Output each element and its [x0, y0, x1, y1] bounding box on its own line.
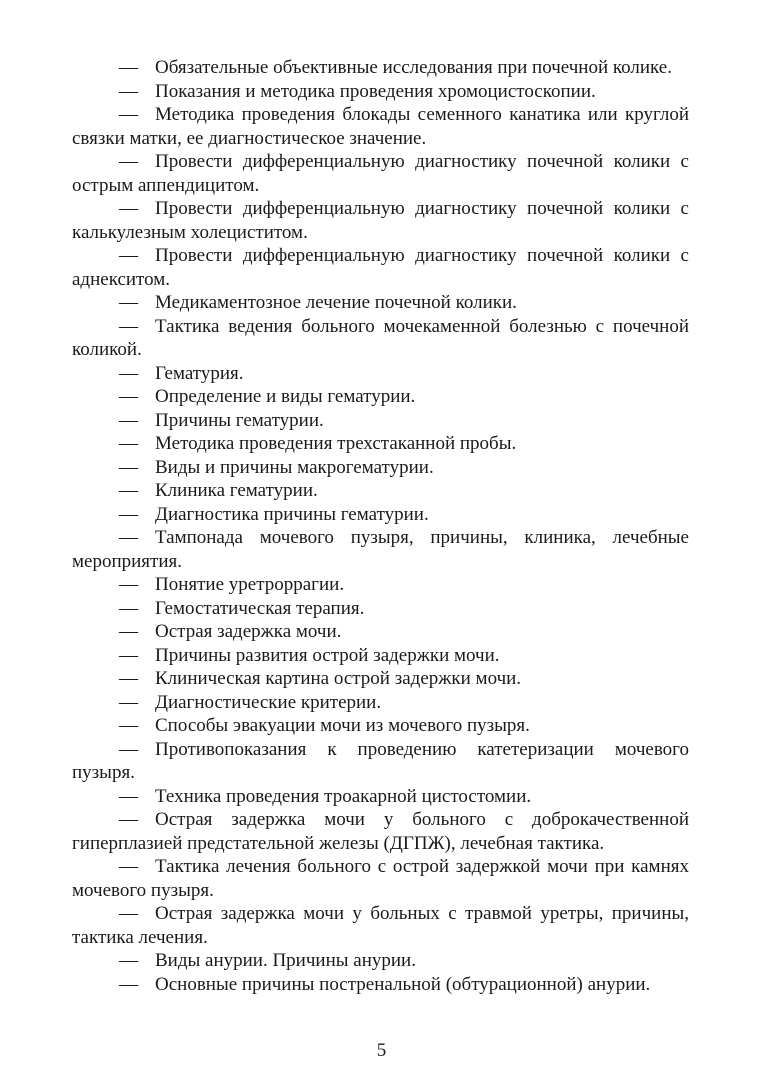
list-item-text: Провести дифференциальную диагностику почечной колики с калькулезным холециститом. [72, 198, 689, 243]
list-item-text: Острая задержка мочи. [155, 621, 342, 642]
dash-marker: — [119, 950, 138, 971]
dash-marker: — [119, 480, 138, 501]
dash-marker: — [119, 198, 138, 219]
list-item [72, 644, 689, 668]
list-item [72, 150, 689, 197]
list-item-text: Виды и причины макрогематурии. [155, 456, 434, 478]
dash-marker: — [119, 433, 138, 454]
dash-marker: — [119, 503, 138, 525]
dash-marker: — [119, 973, 138, 995]
list-item [72, 197, 689, 244]
list-item-text: Тампонада мочевого пузыря, причины, клиника, лечебные мероприятия. [72, 527, 689, 572]
list-item-text: Гематурия. [155, 362, 244, 384]
list-item-text: Острая задержка мочи у больного с доброкачественной гиперплазией предстательной железы (ДГПЖ), лечебная тактика. [72, 809, 689, 854]
dash-marker: — [119, 362, 138, 384]
list-item [72, 409, 689, 433]
list-item-text: Провести дифференциальную диагностику почечной колики с острым аппендицитом. [72, 151, 689, 196]
page-number: 5 [376, 1040, 387, 1061]
list-item-text: Методика проведения блокады семенного канатика или круглой связки матки, ее диагностическое значение. [72, 104, 689, 149]
list-item-text: Обязательные объективные исследования при почечной колике. [155, 57, 672, 78]
list-item [72, 785, 689, 809]
dash-marker: — [119, 574, 138, 595]
list-item-text: Провести дифференциальную диагностику почечной колики с аднекситом. [72, 245, 689, 290]
list-item [72, 667, 689, 691]
list-item [72, 385, 689, 409]
dash-marker: — [119, 104, 138, 125]
list-item [72, 714, 689, 738]
question-list [72, 56, 689, 996]
list-item-text: Диагностические критерии. [155, 691, 382, 713]
list-item-text: Причины гематурии. [155, 409, 324, 431]
list-item [72, 456, 689, 480]
dash-marker: — [119, 597, 138, 619]
list-item [72, 244, 689, 291]
list-item [72, 691, 689, 715]
dash-marker: — [119, 785, 138, 807]
list-item [72, 362, 689, 386]
dash-marker: — [119, 245, 138, 266]
dash-marker: — [119, 621, 138, 642]
list-item-text: Тактика лечения больного с острой задержкой мочи при камнях мочевого пузыря. [72, 856, 689, 901]
list-item-text: Понятие уретроррагии. [155, 574, 345, 595]
dash-marker: — [119, 57, 138, 78]
list-item [72, 291, 689, 315]
list-item-text: Клиника гематурии. [155, 480, 318, 501]
dash-marker: — [119, 151, 138, 172]
list-item [72, 573, 689, 597]
list-item [72, 80, 689, 104]
dash-marker: — [119, 386, 138, 407]
list-item [72, 432, 689, 456]
list-item-text: Способы эвакуации мочи из мочевого пузыря. [155, 715, 530, 736]
dash-marker: — [119, 738, 138, 760]
list-item [72, 973, 689, 997]
dash-marker: — [119, 715, 138, 736]
dash-marker: — [119, 691, 138, 713]
dash-marker: — [119, 292, 138, 313]
list-item-text: Основные причины постренальной (обтурационной) анурии. [155, 973, 651, 995]
list-item-text: Методика проведения трехстаканной пробы. [155, 433, 517, 454]
list-item [72, 503, 689, 527]
list-item-text: Тактика ведения больного мочекаменной болезнью с почечной коликой. [72, 315, 689, 360]
list-item [72, 597, 689, 621]
list-item-text: Причины развития острой задержки мочи. [155, 644, 500, 666]
dash-marker: — [119, 903, 138, 924]
list-item-text: Клиническая картина острой задержки мочи. [155, 668, 522, 689]
dash-marker: — [119, 527, 138, 548]
list-item-text: Определение и виды гематурии. [155, 386, 416, 407]
list-item [72, 738, 689, 785]
list-item [72, 855, 689, 902]
list-item-text: Виды анурии. Причины анурии. [155, 950, 416, 971]
list-item-text: Противопоказания к проведению катетеризации мочевого пузыря. [72, 738, 689, 783]
dash-marker: — [119, 809, 138, 830]
dash-marker: — [119, 409, 138, 431]
list-item-text: Показания и методика проведения хромоцистоскопии. [155, 80, 596, 102]
list-item [72, 808, 689, 855]
list-item [72, 620, 689, 644]
dash-marker: — [119, 668, 138, 689]
list-item [72, 479, 689, 503]
list-item [72, 56, 689, 80]
list-item [72, 902, 689, 949]
list-item [72, 103, 689, 150]
dash-marker: — [119, 856, 138, 877]
dash-marker: — [119, 80, 138, 102]
list-item [72, 949, 689, 973]
dash-marker: — [119, 315, 138, 337]
list-item [72, 315, 689, 362]
list-item-text: Техника проведения троакарной цистостомии. [155, 785, 532, 807]
list-item [72, 526, 689, 573]
dash-marker: — [119, 644, 138, 666]
list-item-text: Гемостатическая терапия. [155, 597, 365, 619]
list-item-text: Острая задержка мочи у больных с травмой уретры, причины, тактика лечения. [72, 903, 689, 948]
list-item-text: Медикаментозное лечение почечной колики. [155, 292, 517, 313]
dash-marker: — [119, 456, 138, 478]
list-item-text: Диагностика причины гематурии. [155, 503, 429, 525]
